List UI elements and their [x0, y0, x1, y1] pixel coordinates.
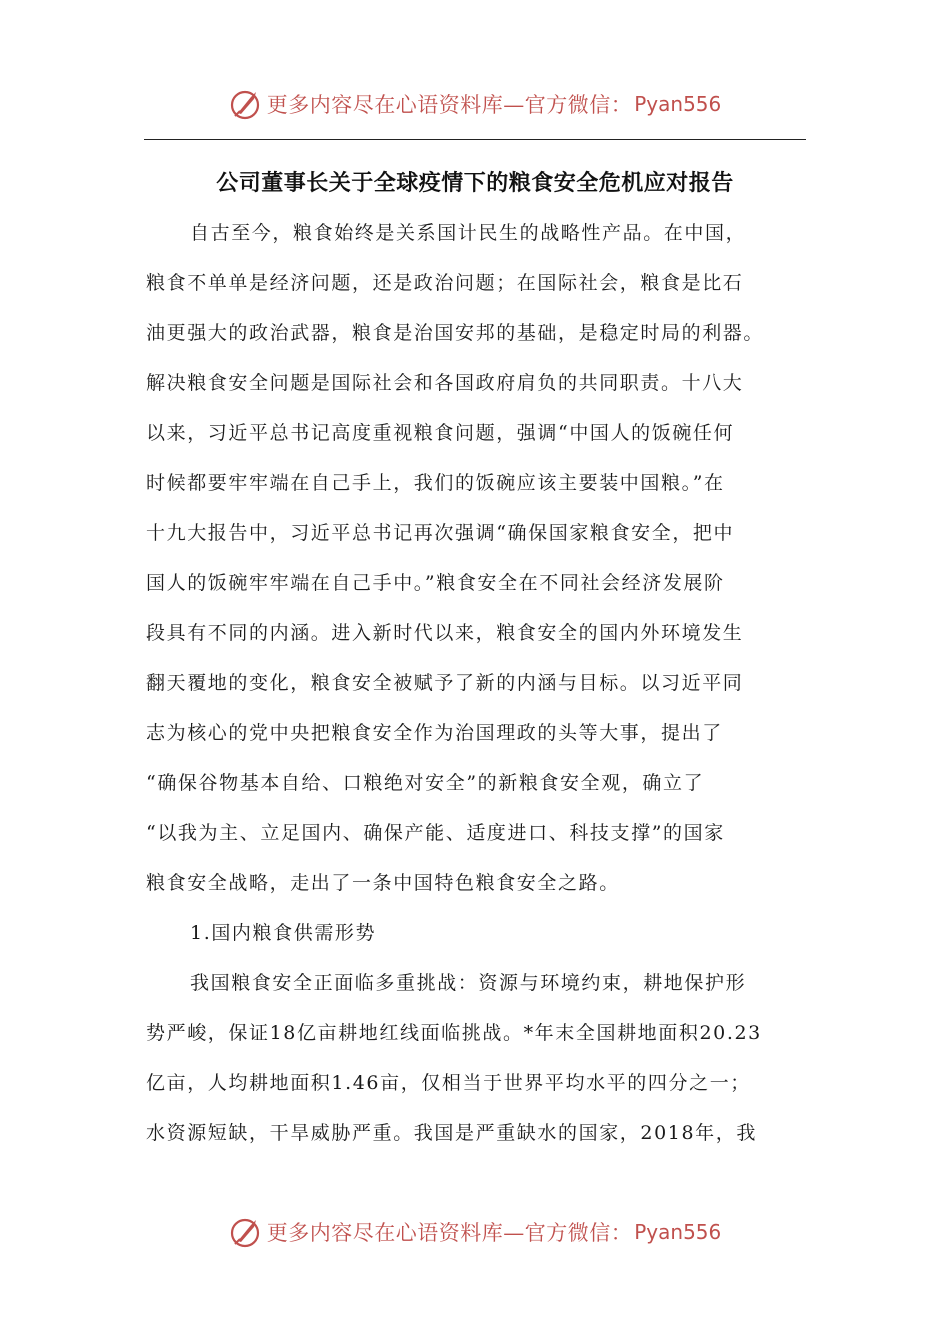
footer-watermark [0, 1212, 950, 1252]
watermark-handle: Pyan556 [634, 1220, 722, 1244]
watermark-text: 更多内容尽在心语资料库—官方微信： [266, 93, 633, 117]
text-line: “确保谷物基本自给、口粮绝对安全”的新粮食安全观，确立了 [146, 772, 705, 794]
text-line: 十九大报告中，习近平总书记再次强调“确保国家粮食安全，把中 [146, 522, 735, 544]
text-line: 粮食不单单是经济问题，还是政治问题；在国际社会，粮食是比石 [146, 272, 744, 294]
text-line: 翻天覆地的变化，粮食安全被赋予了新的内涵与目标。以习近平同 [146, 672, 744, 694]
section-heading: 1.国内粮食供需形势 [190, 922, 377, 944]
watermark-text: 更多内容尽在心语资料库—官方微信： [266, 1221, 633, 1245]
header-watermark [0, 84, 950, 124]
text-line: “以我为主、立足国内、确保产能、适度进口、科技支撑”的国家 [146, 822, 725, 844]
text-line: 自古至今，粮食始终是关系国计民生的战略性产品。在中国， [190, 222, 747, 244]
text-line: 段具有不同的内涵。进入新时代以来，粮食安全的国内外环境发生 [146, 622, 744, 644]
text-line: 志为核心的党中央把粮食安全作为治国理政的头等大事，提出了 [146, 722, 723, 744]
document-title: 公司董事长关于全球疫情下的粮食安全危机应对报告 [216, 171, 734, 196]
text-line: 亿亩，人均耕地面积1.46亩，仅相当于世界平均水平的四分之一； [146, 1072, 751, 1094]
text-line: 粮食安全战略，走出了一条中国特色粮食安全之路。 [146, 872, 620, 894]
text-line: 我国粮食安全正面临多重挑战：资源与环境约束，耕地保护形 [190, 972, 747, 994]
pen-logo-icon [229, 1215, 263, 1249]
watermark-handle: Pyan556 [634, 92, 722, 116]
text-line: 水资源短缺，干旱威胁严重。我国是严重缺水的国家，2018年，我 [146, 1122, 757, 1144]
header-rule [144, 139, 806, 140]
text-line: 以来，习近平总书记高度重视粮食问题，强调“中国人的饭碗任何 [146, 422, 735, 444]
text-line: 解决粮食安全问题是国际社会和各国政府肩负的共同职责。十八大 [146, 372, 744, 394]
document-body [146, 208, 810, 1158]
text-line: 油更强大的政治武器，粮食是治国安邦的基础，是稳定时局的利器。 [146, 322, 765, 344]
text-line: 势严峻，保证18亿亩耕地红线面临挑战。*年末全国耕地面积20.23 [146, 1022, 762, 1044]
pen-logo-icon [229, 87, 263, 121]
text-line: 时候都要牢牢端在自己手上，我们的饭碗应该主要装中国粮。”在 [146, 472, 725, 494]
text-line: 国人的饭碗牢牢端在自己手中。”粮食安全在不同社会经济发展阶 [146, 572, 725, 594]
